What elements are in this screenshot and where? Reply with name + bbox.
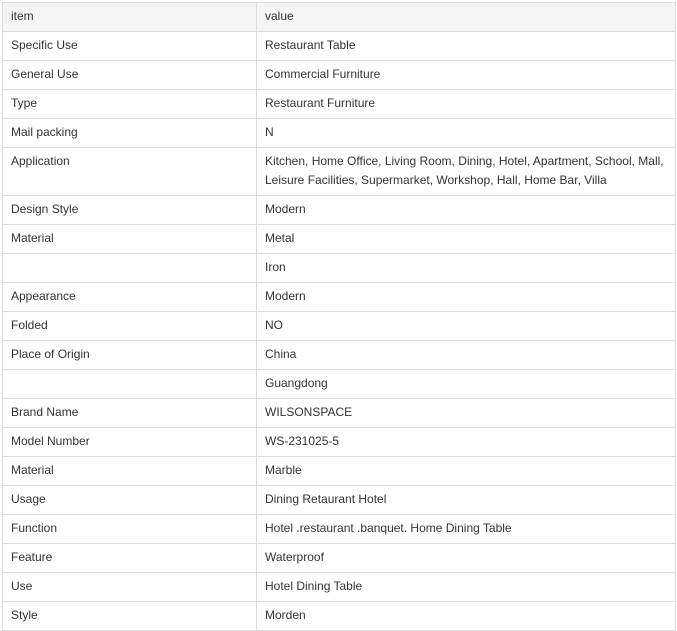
- cell-item: Place of Origin: [3, 341, 257, 370]
- cell-value: China: [257, 341, 676, 370]
- table-row: [3, 428, 676, 457]
- cell-value: Kitchen, Home Office, Living Room, Dining, Hotel, Apartment, School, Mall, Leisure Facilities, Supermarket, Workshop, Hall, Home Bar, Villa: [257, 148, 676, 196]
- cell-item: Material: [3, 457, 257, 486]
- cell-item: General Use: [3, 61, 257, 90]
- table-row: [3, 515, 676, 544]
- cell-value: NO: [257, 312, 676, 341]
- cell-item: Mail packing: [3, 119, 257, 148]
- spec-table-container: [2, 2, 675, 631]
- cell-item: Function: [3, 515, 257, 544]
- cell-value: Marble: [257, 457, 676, 486]
- header-value: value: [257, 3, 676, 32]
- cell-item: [3, 370, 257, 399]
- table-row: [3, 312, 676, 341]
- table-row: [3, 32, 676, 61]
- cell-value: N: [257, 119, 676, 148]
- table-row: [3, 544, 676, 573]
- table-row: [3, 283, 676, 312]
- cell-value: Hotel .restaurant .banquet. Home Dining Table: [257, 515, 676, 544]
- cell-item: Use: [3, 573, 257, 602]
- cell-item: Design Style: [3, 196, 257, 225]
- cell-value: Guangdong: [257, 370, 676, 399]
- cell-value: Dining Retaurant Hotel: [257, 486, 676, 515]
- cell-item: Application: [3, 148, 257, 196]
- table-row: [3, 119, 676, 148]
- cell-value: Iron: [257, 254, 676, 283]
- table-row: [3, 602, 676, 631]
- cell-item: Style: [3, 602, 257, 631]
- cell-item: Folded: [3, 312, 257, 341]
- table-row: [3, 399, 676, 428]
- table-header: [3, 3, 676, 32]
- cell-item: Specific Use: [3, 32, 257, 61]
- cell-value: Commercial Furniture: [257, 61, 676, 90]
- table-row: [3, 225, 676, 254]
- header-row: [3, 3, 676, 32]
- cell-item: Type: [3, 90, 257, 119]
- table-row: [3, 370, 676, 399]
- cell-value: Restaurant Table: [257, 32, 676, 61]
- cell-value: Morden: [257, 602, 676, 631]
- cell-value: Metal: [257, 225, 676, 254]
- table-body: [3, 32, 676, 631]
- cell-item: Feature: [3, 544, 257, 573]
- table-row: [3, 486, 676, 515]
- cell-item: Material: [3, 225, 257, 254]
- cell-value: WS-231025-5: [257, 428, 676, 457]
- cell-item: Appearance: [3, 283, 257, 312]
- table-row: [3, 61, 676, 90]
- cell-value: Modern: [257, 196, 676, 225]
- table-row: [3, 148, 676, 196]
- cell-value: Modern: [257, 283, 676, 312]
- cell-item: [3, 254, 257, 283]
- cell-value: Hotel Dining Table: [257, 573, 676, 602]
- spec-table: [2, 2, 676, 631]
- table-row: [3, 90, 676, 119]
- cell-item: Model Number: [3, 428, 257, 457]
- header-item: item: [3, 3, 257, 32]
- cell-item: Usage: [3, 486, 257, 515]
- table-row: [3, 573, 676, 602]
- cell-value: Waterproof: [257, 544, 676, 573]
- cell-value: Restaurant Furniture: [257, 90, 676, 119]
- cell-item: Brand Name: [3, 399, 257, 428]
- table-row: [3, 457, 676, 486]
- table-row: [3, 254, 676, 283]
- cell-value: WILSONSPACE: [257, 399, 676, 428]
- table-row: [3, 341, 676, 370]
- table-row: [3, 196, 676, 225]
